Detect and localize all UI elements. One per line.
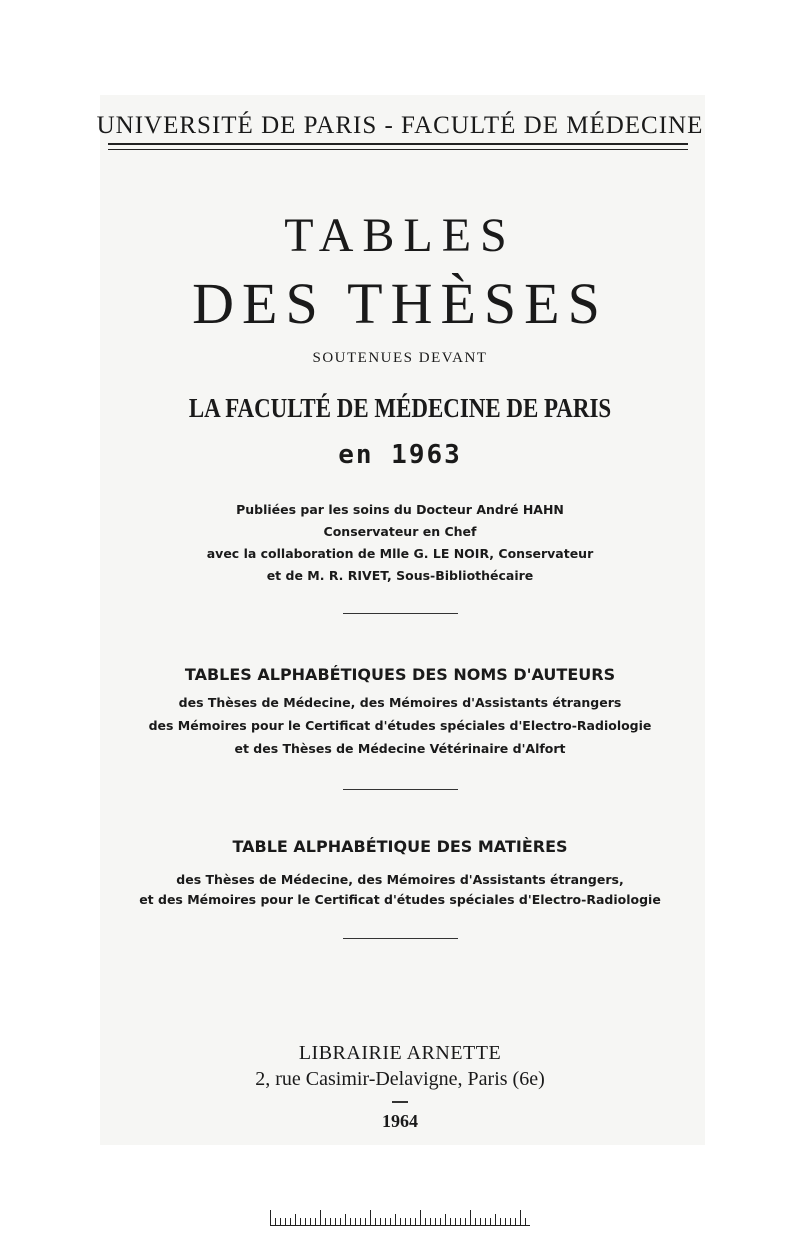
faculty-name: LA FACULTÉ DE MÉDECINE DE PARIS xyxy=(188,393,612,423)
auteurs-line-2: des Mémoires pour le Certificat d'études spéciales d'Electro-Radiologie xyxy=(148,718,652,733)
matieres-line-1: des Thèses de Médecine, des Mémoires d'Assistants étrangers, xyxy=(176,872,624,887)
imprint-dash xyxy=(392,1101,408,1103)
title-line-2: DES THÈSES xyxy=(192,271,608,336)
credit-line-4: et de M. R. RIVET, Sous-Bibliothécaire xyxy=(266,568,534,583)
thesis-year: en 1963 xyxy=(338,440,462,470)
credit-line-2: Conservateur en Chef xyxy=(323,524,477,539)
publisher-name: LIBRAIRIE ARNETTE xyxy=(298,1042,502,1064)
credit-line-3: avec la collaboration de Mlle G. LE NOIR, Conservateur xyxy=(206,546,594,561)
auteurs-heading: TABLES ALPHABÉTIQUES DES NOMS D'AUTEURS xyxy=(184,665,616,684)
matieres-heading: TABLE ALPHABÉTIQUE DES MATIÈRES xyxy=(232,837,568,856)
matieres-line-2: et des Mémoires pour le Certificat d'études spéciales d'Electro-Radiologie xyxy=(139,892,661,907)
credit-line-1: Publiées par les soins du Docteur André HAHN xyxy=(236,502,564,517)
title-line-1: TABLES xyxy=(284,209,516,262)
university-header: UNIVERSITÉ DE PARIS - FACULTÉ DE MÉDECINE xyxy=(96,112,704,139)
separator-rule xyxy=(343,613,458,614)
publisher-address: 2, rue Casimir-Delavigne, Paris (6e) xyxy=(255,1068,545,1090)
scan-ruler xyxy=(270,1210,530,1226)
publication-year: 1964 xyxy=(382,1111,418,1131)
auteurs-line-3: et des Thèses de Médecine Vétérinaire d'Alfort xyxy=(234,741,566,756)
separator-rule xyxy=(343,938,458,939)
auteurs-line-1: des Thèses de Médecine, des Mémoires d'Assistants étrangers xyxy=(178,695,622,710)
header-double-rule xyxy=(108,143,688,150)
separator-rule xyxy=(343,789,458,790)
subtitle-soutenues: SOUTENUES DEVANT xyxy=(312,350,488,366)
